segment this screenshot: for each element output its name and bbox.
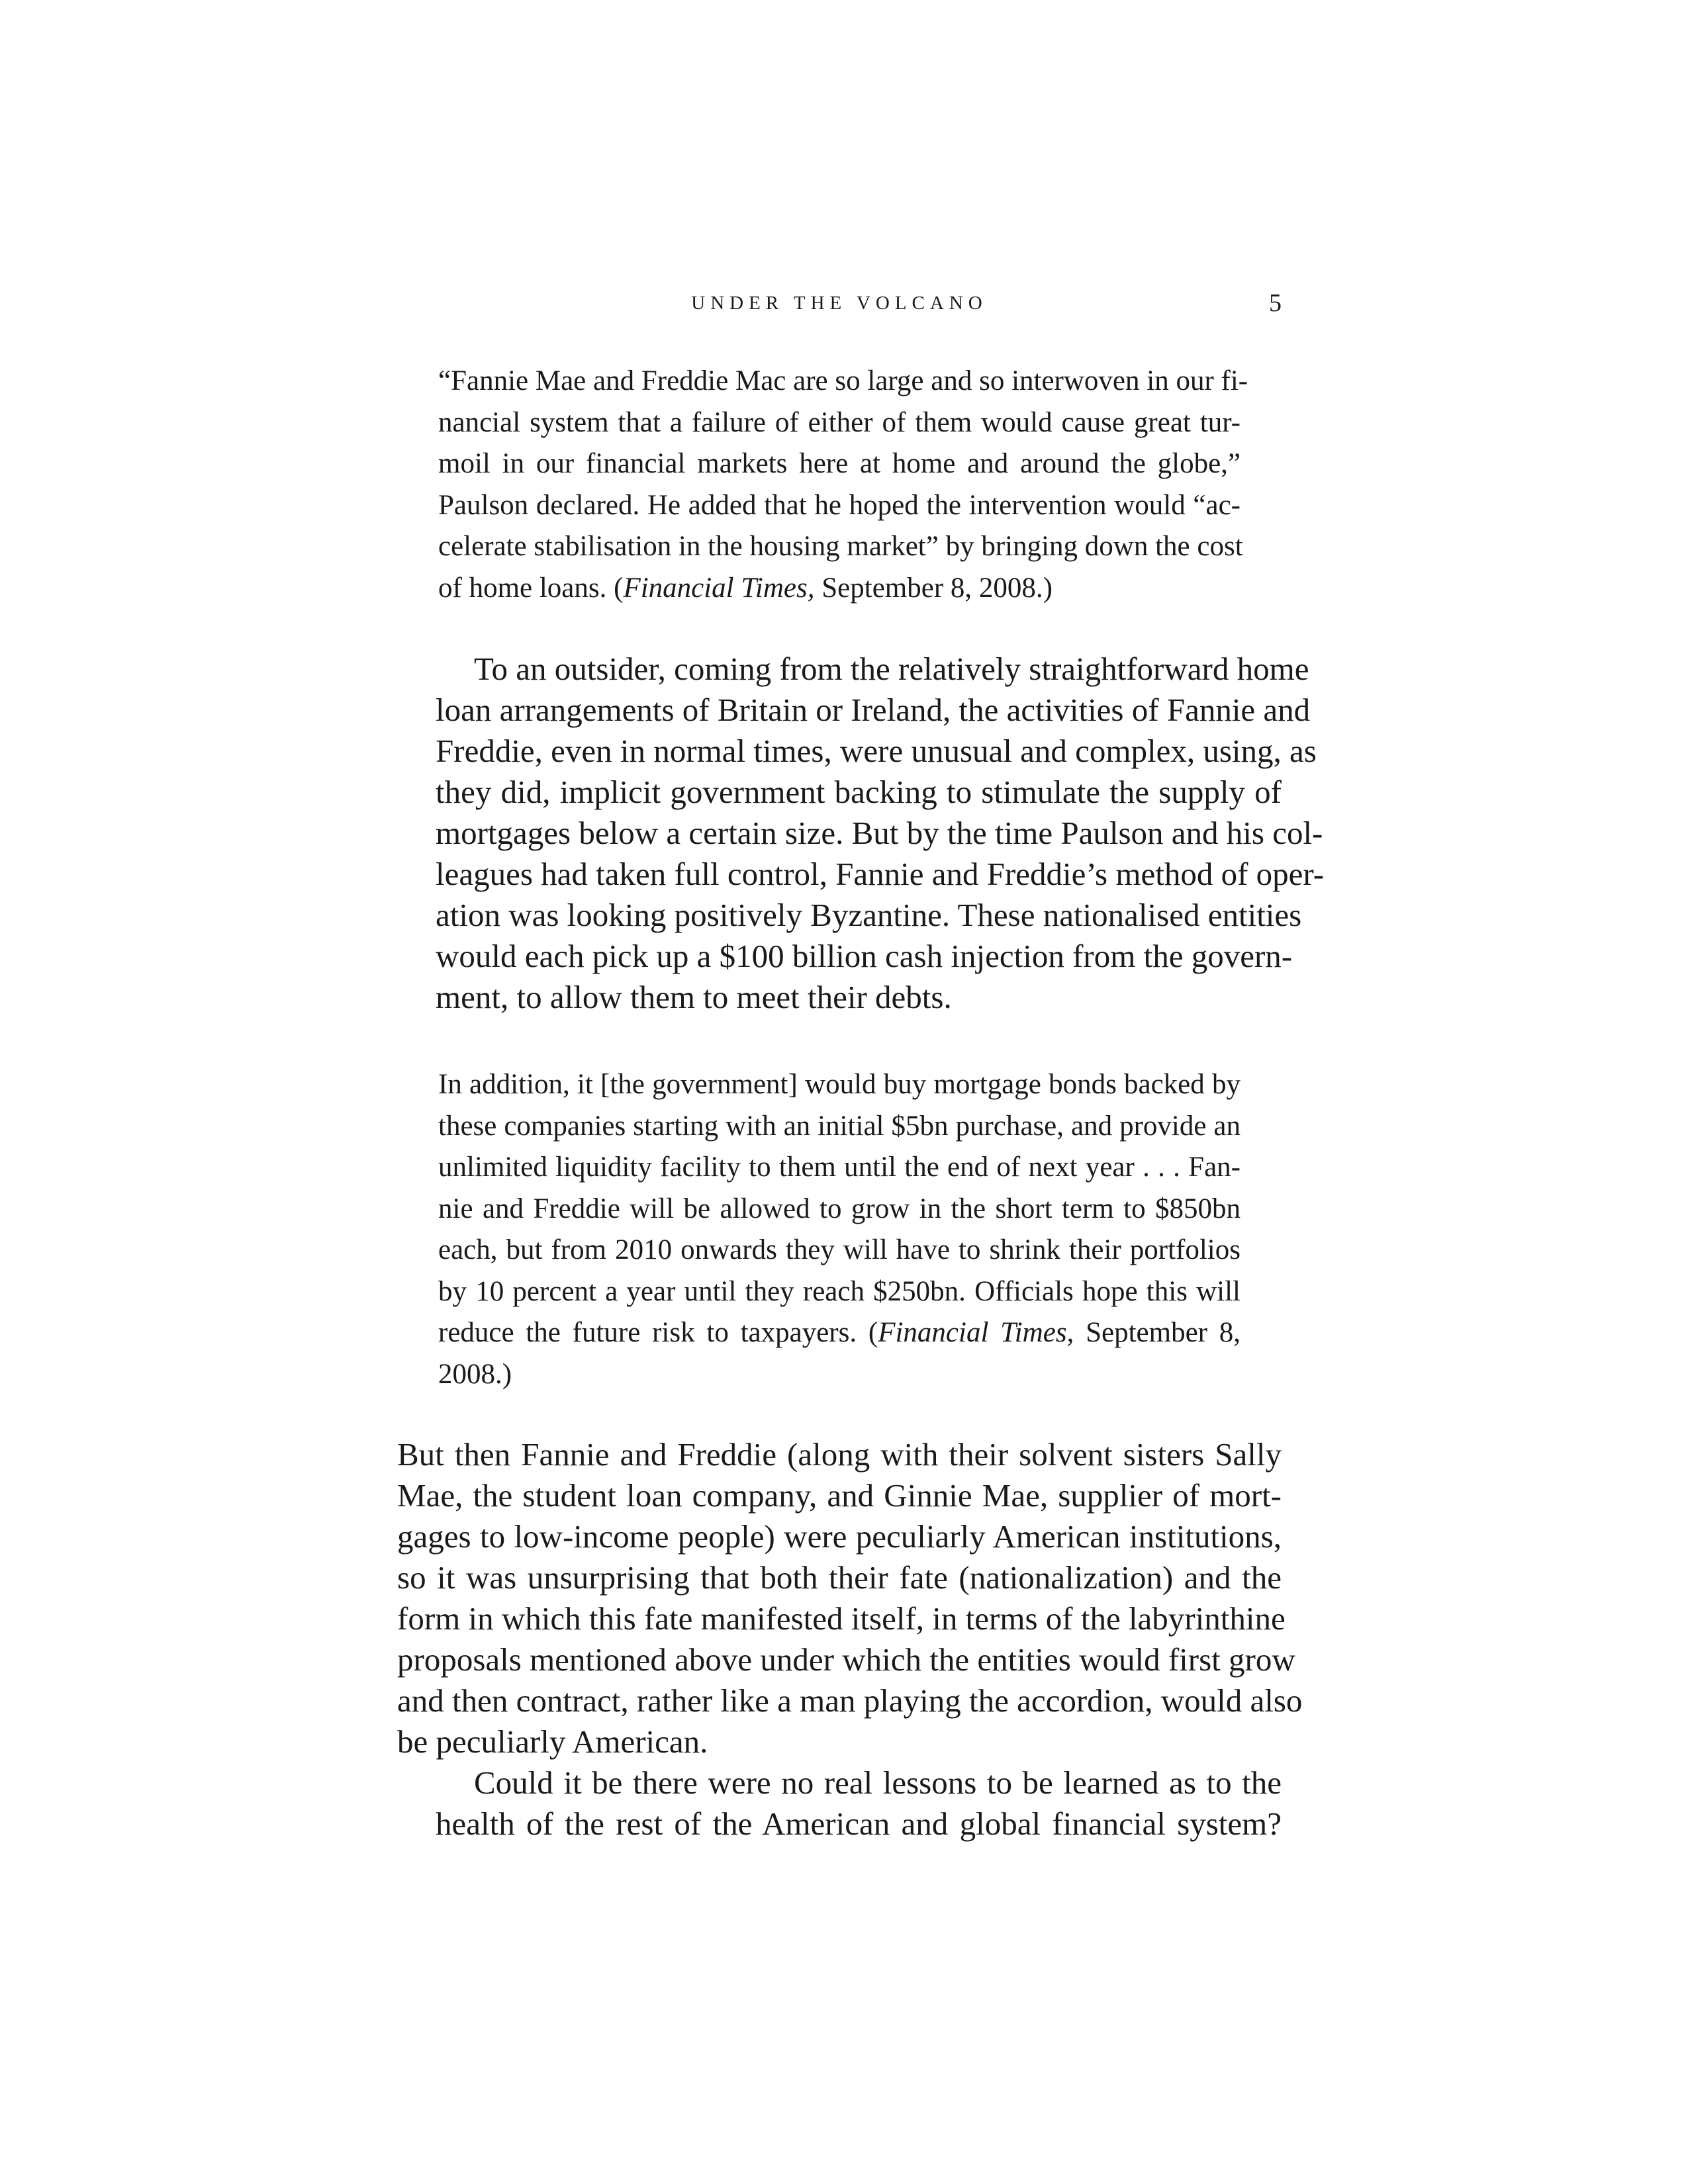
quote-line: 2008.): [438, 1358, 512, 1390]
citation-source: Financial Times,: [623, 572, 815, 604]
block-quote-paulson: [438, 361, 1248, 609]
quote-line: unlimited liquidity facility to them until the end of next year . . . Fan-: [438, 1152, 1241, 1183]
page-header: [397, 283, 1282, 323]
quote-citation-line: [438, 568, 1241, 610]
quote-line: In addition, it [the government] would buy mortgage bonds backed by: [438, 1069, 1241, 1100]
paragraph-line: Could it be there were no real lessons to be learned as to the: [474, 1764, 1282, 1801]
quote-line: celerate stabilisation in the housing market” by bringing down the cost: [438, 531, 1243, 562]
paragraph-line: leagues had taken full control, Fannie and Freddie’s method of oper-: [436, 856, 1325, 892]
quote-text: reduce the future risk to taxpayers. (: [438, 1317, 878, 1348]
paragraph-line: proposals mentioned above under which the entities would first grow: [397, 1641, 1295, 1678]
page-number: 5: [1269, 289, 1282, 317]
quote-line: moil in our financial markets here at home and around the globe,”: [438, 448, 1241, 479]
paragraph-line: so it was unsurprising that both their fate (nationalization) and the: [397, 1559, 1282, 1596]
paragraph-line: Mae, the student loan company, and Ginnie Mae, supplier of mort-: [397, 1477, 1282, 1514]
running-head: UNDER THE VOLCANO: [691, 293, 988, 314]
paragraph-line: be peculiarly American.: [397, 1723, 708, 1760]
paragraph-line: health of the rest of the American and global financial system?: [436, 1805, 1282, 1842]
quote-line: by 10 percent a year until they reach $250bn. Officials hope this will: [438, 1275, 1241, 1307]
quote-line: nie and Freddie will be allowed to grow in the short term to $850bn: [438, 1193, 1241, 1224]
paragraph-line: To an outsider, coming from the relatively straightforward home: [474, 651, 1309, 687]
quote-line: each, but from 2010 onwards they will have to shrink their portfolios: [438, 1234, 1241, 1265]
paragraph-line: they did, implicit government backing to stimulate the supply of: [436, 774, 1282, 810]
paragraph-line: Freddie, even in normal times, were unusual and complex, using, as: [436, 733, 1317, 769]
quote-line: “Fannie Mae and Freddie Mac are so large and so interwoven in our fi-: [438, 365, 1248, 396]
quote-line: Paulson declared. He added that he hoped the intervention would “ac-: [438, 489, 1241, 521]
quote-line: these companies starting with an initial $5bn purchase, and provide an: [438, 1110, 1241, 1142]
paragraph-line: would each pick up a $100 billion cash injection from the govern-: [436, 938, 1293, 974]
body-paragraph-2: [397, 1434, 1303, 1762]
quote-line: nancial system that a failure of either of them would cause great tur-: [438, 406, 1241, 438]
citation-date: September 8,: [1074, 1317, 1241, 1348]
paragraph-line: form in which this fate manifested itself, in terms of the labyrinthine: [397, 1600, 1286, 1637]
body-paragraph-3: [397, 1762, 1282, 1844]
paragraph-line: mortgages below a certain size. But by the time Paulson and his col-: [436, 815, 1323, 851]
block-quote-financial-times: [438, 1064, 1241, 1395]
paragraph-line: ation was looking positively Byzantine. These nationalised entities: [436, 897, 1302, 933]
quote-text: of home loans. (: [438, 572, 624, 604]
paragraph-line: But then Fannie and Freddie (along with their solvent sisters Sally: [397, 1436, 1282, 1473]
paragraph-line: gages to low-income people) were peculiarly American institutions,: [397, 1518, 1282, 1555]
paragraph-line: ment, to allow them to meet their debts.: [436, 979, 952, 1015]
paragraph-line: and then contract, rather like a man playing the accordion, would also: [397, 1682, 1303, 1719]
citation-date: September 8, 2008.): [814, 572, 1053, 604]
paragraph-line: loan arrangements of Britain or Ireland, the activities of Fannie and: [436, 692, 1311, 728]
body-paragraph-1: [397, 649, 1325, 1018]
quote-citation-line: [438, 1312, 1241, 1354]
citation-source: Financial Times,: [878, 1317, 1074, 1348]
